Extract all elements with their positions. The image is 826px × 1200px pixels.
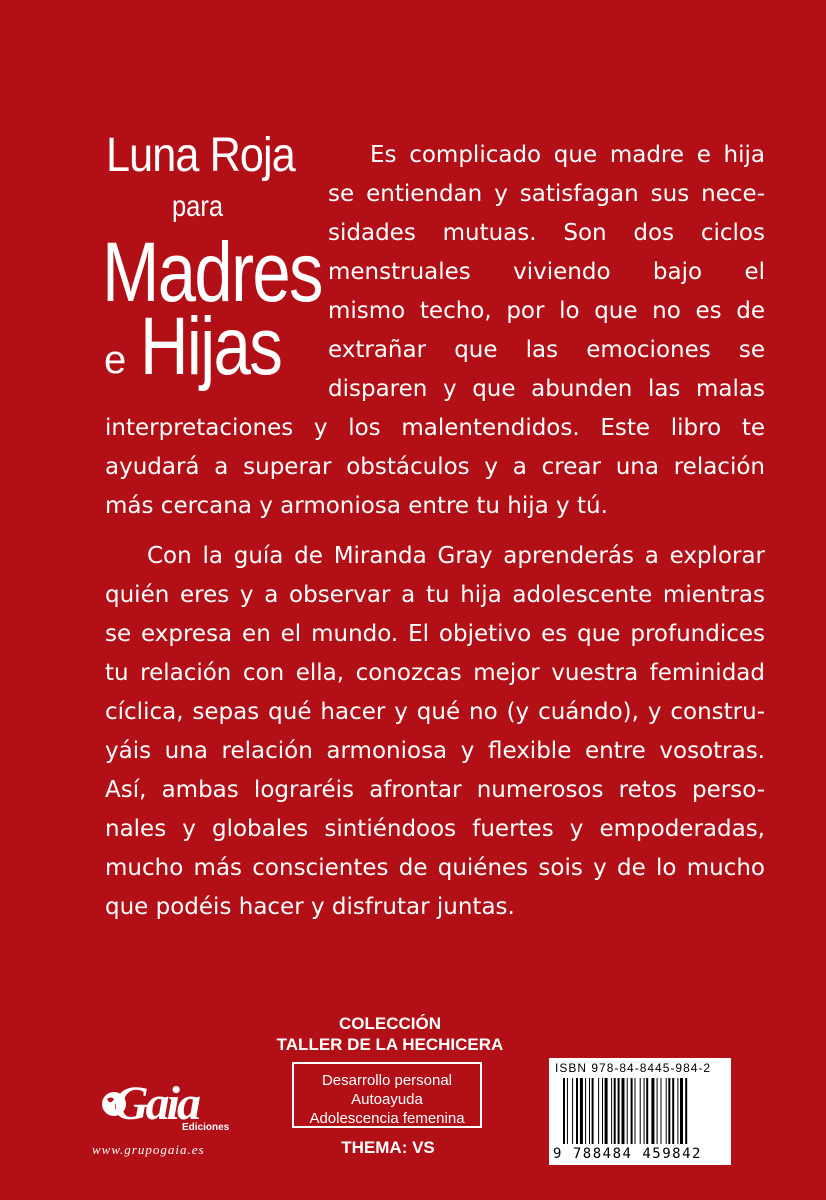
blurb-line: sidades mutuas. Son dos ciclos [328, 220, 765, 246]
blurb-line: quién eres y a observar a tu hija adolescente mientras [105, 582, 765, 608]
blurb-line: interpretaciones y los malentendidos. Este libro te [105, 415, 765, 441]
publisher-url: www.grupogaia.es [92, 1142, 205, 1157]
blurb-paragraph-1-top [328, 136, 765, 409]
subject-item: Desarrollo personal [321, 1072, 453, 1089]
publisher-logo-word: Gaia [114, 1077, 198, 1130]
blurb-line: yáis una relación armoniosa y flexible entre vosotras. [105, 738, 765, 764]
subject-item: Autoayuda [351, 1091, 423, 1108]
blurb-line: nales y globales sintiéndoos fuertes y empoderadas, [105, 816, 765, 842]
blurb-line: más cercana y armoniosa entre tu hija y tú. [105, 493, 608, 519]
barcode-icon [563, 1078, 723, 1144]
blurb-line: Así, ambas lograréis afrontar numerosos retos perso- [105, 777, 765, 803]
collection-title: COLECCIÓN [339, 1014, 441, 1033]
blurb-line: cíclica, sepas qué hacer y qué no (y cuándo), y constru- [105, 699, 765, 725]
subject-item: Adolescencia femenina [309, 1110, 465, 1127]
blurb-line: menstruales viviendo bajo el [328, 259, 765, 285]
title-para: para [172, 190, 224, 223]
publisher-logo [92, 1076, 252, 1166]
thema-code: THEMA: VS [341, 1138, 435, 1157]
isbn-barcode [549, 1058, 731, 1165]
blurb-line: que podéis hacer y disfrutar juntas. [105, 894, 515, 920]
collection-label [240, 1013, 540, 1055]
blurb-line: Es complicado que madre e hija [370, 142, 765, 168]
blurb-line: se expresa en el mundo. El objetivo es que profundices [105, 621, 765, 647]
collection-name: TALLER DE LA HECHICERA [276, 1035, 504, 1054]
blurb-line: ayudará a superar obstáculos y a crear una relación [105, 454, 765, 480]
title-luna-roja: Luna Roja [106, 129, 295, 182]
title-madres: Madres [102, 225, 322, 319]
blurb-line: mismo techo, por lo que no es de [328, 298, 765, 324]
blurb-paragraph-2 [105, 537, 765, 927]
blurb-line: tu relación con ella, conozcas mejor vuestra feminidad [105, 660, 765, 686]
blurb-line: extrañar que las emociones se [328, 337, 765, 363]
blurb-line: se entiendan y satisfagan sus nece- [328, 181, 765, 207]
barcode-digits: 9 788484 459842 [553, 1146, 702, 1162]
blurb-line: Con la guía de Miranda Gray aprenderás a explorar [147, 543, 765, 569]
subjects-box [292, 1062, 482, 1128]
publisher-logo-sub: Ediciones [182, 1122, 230, 1133]
blurb-paragraph-1-bottom [105, 409, 765, 526]
title-e: e [104, 338, 127, 382]
isbn-number: ISBN 978-84-8445-984-2 [555, 1061, 712, 1075]
title-hijas: Hijas [140, 301, 282, 392]
blurb-line: disparen y que abunden las malas [328, 376, 765, 402]
blurb-line: mucho más conscientes de quiénes sois y de lo mucho [105, 855, 765, 881]
